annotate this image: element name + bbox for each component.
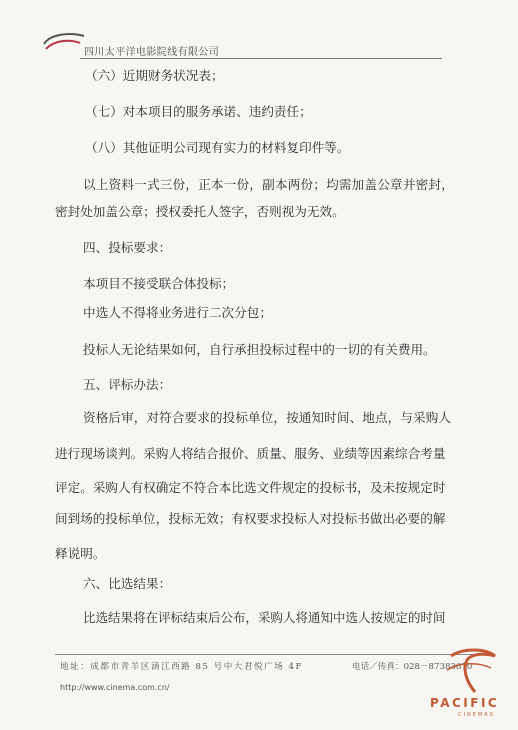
body-line: 中选人不得将业务进行二次分包； — [83, 305, 272, 320]
body-line: （八）其他证明公司现有实力的材料复印件等。 — [85, 140, 350, 155]
body-line: （七）对本项目的服务承诺、违约责任； — [85, 104, 312, 119]
section-heading: 四、投标要求： — [83, 240, 172, 255]
company-logo-icon — [40, 30, 86, 54]
body-line: 资格后审，对符合要求的投标单位，按通知时间、地点，与采购人 — [83, 410, 452, 425]
footer-divider — [55, 654, 475, 655]
footer-url: http://www.cinema.com.cn/ — [60, 683, 170, 692]
header-divider — [80, 58, 442, 59]
footer-phone: 电话／传真：028－87383610 — [352, 662, 473, 672]
body-line: 间到场的投标单位，投标无效；有权要求投标人对投标书做出必要的解 — [55, 511, 446, 526]
body-line: 进行现场谈判。采购人将结合报价、质量、服务、业绩等因素综合考量 — [55, 446, 446, 461]
body-line: 释说明。 — [55, 546, 106, 561]
footer-address: 地址：成都市青羊区滴江西路 85 号中大君悦广场 4F — [60, 662, 303, 672]
section-heading: 六、比选结果： — [83, 576, 172, 591]
body-line: 评定。采购人有权确定不符合本比选文件规定的投标书，及未按规定时 — [55, 480, 446, 495]
section-heading: 五、评标办法： — [83, 377, 172, 392]
brand-subtitle: CINEMAS — [458, 712, 495, 718]
header-company-name: 四川太平洋电影院线有限公司 — [84, 47, 220, 58]
brand-wordmark: PACIFIC — [430, 696, 500, 710]
brand-swoosh-icon — [445, 646, 501, 696]
body-line: 密封处加盖公章；授权委托人签字，否则视为无效。 — [55, 204, 345, 219]
body-line: 以上资料一式三份，正本一份，副本两份；均需加盖公章并密封， — [83, 177, 455, 192]
body-line: 本项目不接受联合体投标； — [83, 276, 235, 291]
body-line: 比选结果将在评标结束后公布，采购人将通知中选人按规定的时间 — [83, 610, 446, 625]
body-line: （六）近期财务状况表； — [85, 68, 224, 83]
body-line: 投标人无论结果如何，自行承担投标过程中的一切的有关费用。 — [83, 342, 436, 357]
